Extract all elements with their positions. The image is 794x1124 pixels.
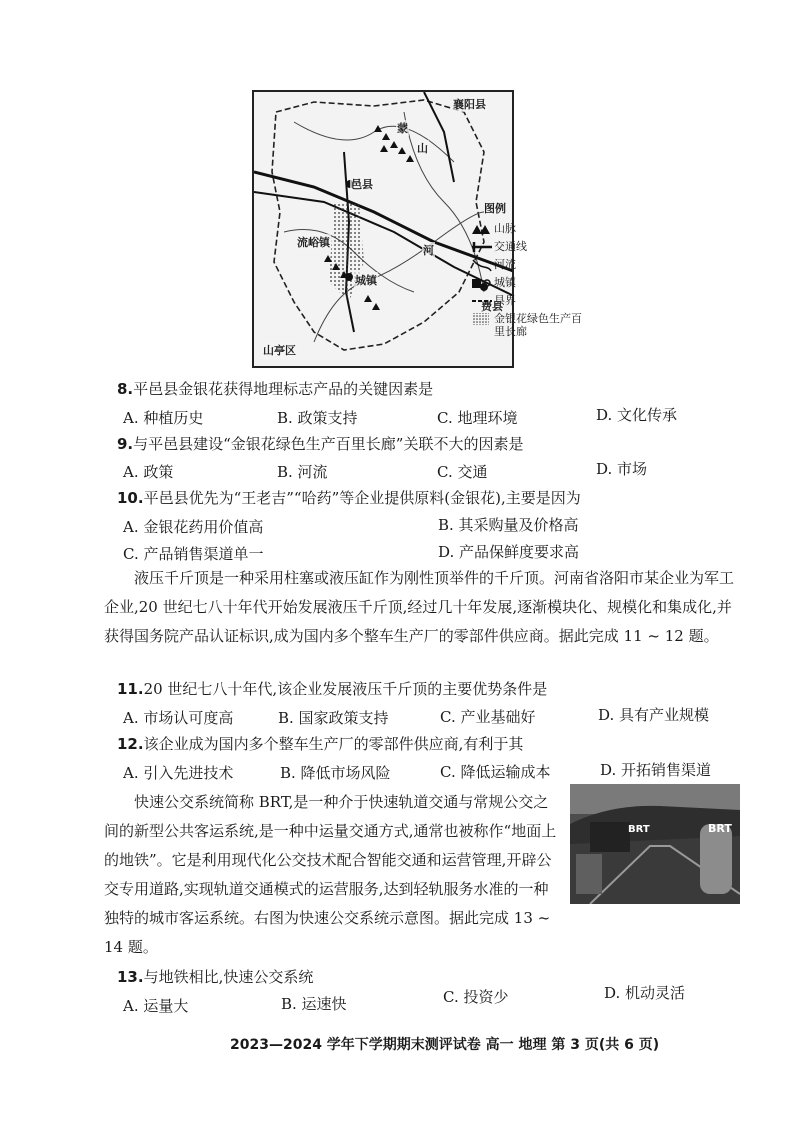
legend-item-town: 城镇 [470,276,590,294]
map-label-shanting: 山亭区 [263,344,296,357]
map-label-east-county: 费县 [481,300,503,313]
q9-option-a[interactable]: A. 政策 [123,463,174,481]
q9-option-b[interactable]: B. 河流 [277,463,328,481]
map-label-north-county: 襄阳县 [453,98,486,111]
question-10: 10.平邑县优先为“王老吉”“哈药”等企业提供原料(金银花),主要是因为 [117,489,581,507]
boundary-icon [470,294,494,308]
q12-option-d[interactable]: D. 开拓销售渠道 [600,761,712,779]
map-label-river: 河 [423,244,434,257]
page-footer: 2023—2024 学年下学期期末测评试卷 高一 地理 第 3 页(共 6 页) [230,1037,660,1053]
legend-item-boundary: 县界 [470,294,590,312]
q9-option-c[interactable]: C. 交通 [437,463,488,481]
legend-item-corridor: 金银花绿色生产百里长廊 [470,312,590,342]
brt-sign-left: BRT [628,824,650,835]
traffic-line-icon [470,240,494,254]
q13-option-d[interactable]: D. 机动灵活 [604,984,686,1002]
brt-station-image [570,784,740,904]
legend-item-mountain: 山脉 [470,222,590,240]
brt-photo [570,784,740,904]
q13-option-c[interactable]: C. 投资少 [443,988,509,1006]
q12-option-b[interactable]: B. 降低市场风险 [280,764,391,782]
q11-option-c[interactable]: C. 产业基础好 [440,708,536,726]
question-11: 11.20 世纪七八十年代,该企业发展液压千斤顶的主要优势条件是 [117,680,548,698]
map-label-mountain-2: 山 [417,142,428,155]
mountain-icon [470,222,494,236]
legend-title: 图例 [484,202,506,215]
q12-option-c[interactable]: C. 降低运输成本 [440,763,551,781]
q10-option-a[interactable]: A. 金银花药用价值高 [123,518,264,536]
town-icon [470,276,494,290]
q13-option-a[interactable]: A. 运量大 [123,997,189,1015]
map-label-town: 城镇 [355,274,377,287]
question-13: 13.与地铁相比,快速公交系统 [117,968,314,986]
corridor-icon [470,312,494,326]
q13-option-b[interactable]: B. 运速快 [281,995,347,1013]
question-8: 8.平邑县金银花获得地理标志产品的关键因素是 [117,380,434,398]
q8-option-a[interactable]: A. 种植历史 [123,409,204,427]
map-label-liuyu-town: 流峪镇 [297,236,330,249]
passage-hydraulic-jack: 液压千斤顶是一种采用柱塞或液压缸作为刚性顶举件的千斤顶。河南省洛阳市某企业为军工企业,20 世纪七八十年代开始发展液压千斤顶,经过几十年发展,逐渐模块化、规模化和集成化,并获得国务院产品认证标识,成为国内多个整车生产厂的零部件供应商。据此完成 11 ~ 12 题。 [104,569,735,645]
map-legend [470,200,590,342]
question-12: 12.该企业成为国内多个整车生产厂的零部件供应商,有利于其 [117,735,524,753]
legend-item-traffic: 交通线 [470,240,590,258]
brt-sign-right: BRT [708,822,732,835]
q8-option-c[interactable]: C. 地理环境 [437,409,518,427]
q10-option-b[interactable]: B. 其采购量及价格高 [438,516,579,534]
q11-option-d[interactable]: D. 具有产业规模 [598,706,710,724]
map-label-county-seat: 邑县 [351,178,373,191]
q11-option-a[interactable]: A. 市场认可度高 [123,709,234,727]
q10-option-d[interactable]: D. 产品保鲜度要求高 [438,543,580,561]
q10-option-c[interactable]: C. 产品销售渠道单一 [123,545,264,563]
q12-option-a[interactable]: A. 引入先进技术 [123,764,234,782]
legend-item-river: 河流 [470,258,590,276]
q8-option-d[interactable]: D. 文化传承 [596,406,678,424]
q11-option-b[interactable]: B. 国家政策支持 [278,709,389,727]
q8-option-b[interactable]: B. 政策支持 [277,409,358,427]
q9-option-d[interactable]: D. 市场 [596,460,648,478]
question-9: 9.与平邑县建设“金银花绿色生产百里长廊”关联不大的因素是 [117,435,524,453]
passage-brt: 快速公交系统简称 BRT,是一种介于快速轨道交通与常规公交之间的新型公共客运系统,是一种中运量交通方式,通常也被称作“地面上的地铁”。它是利用现代化公交技术配合智能交通和运营管理,开辟公交专用道路,实现轨道交通模式的运营服务,达到轻轨服务水准的一种独特的城市客运系统。右图为快速公交系统示意图。据此完成 13 ~ 14 题。 [104,793,557,956]
map-label-mountain: 蒙 [397,122,408,135]
river-icon [470,258,494,272]
